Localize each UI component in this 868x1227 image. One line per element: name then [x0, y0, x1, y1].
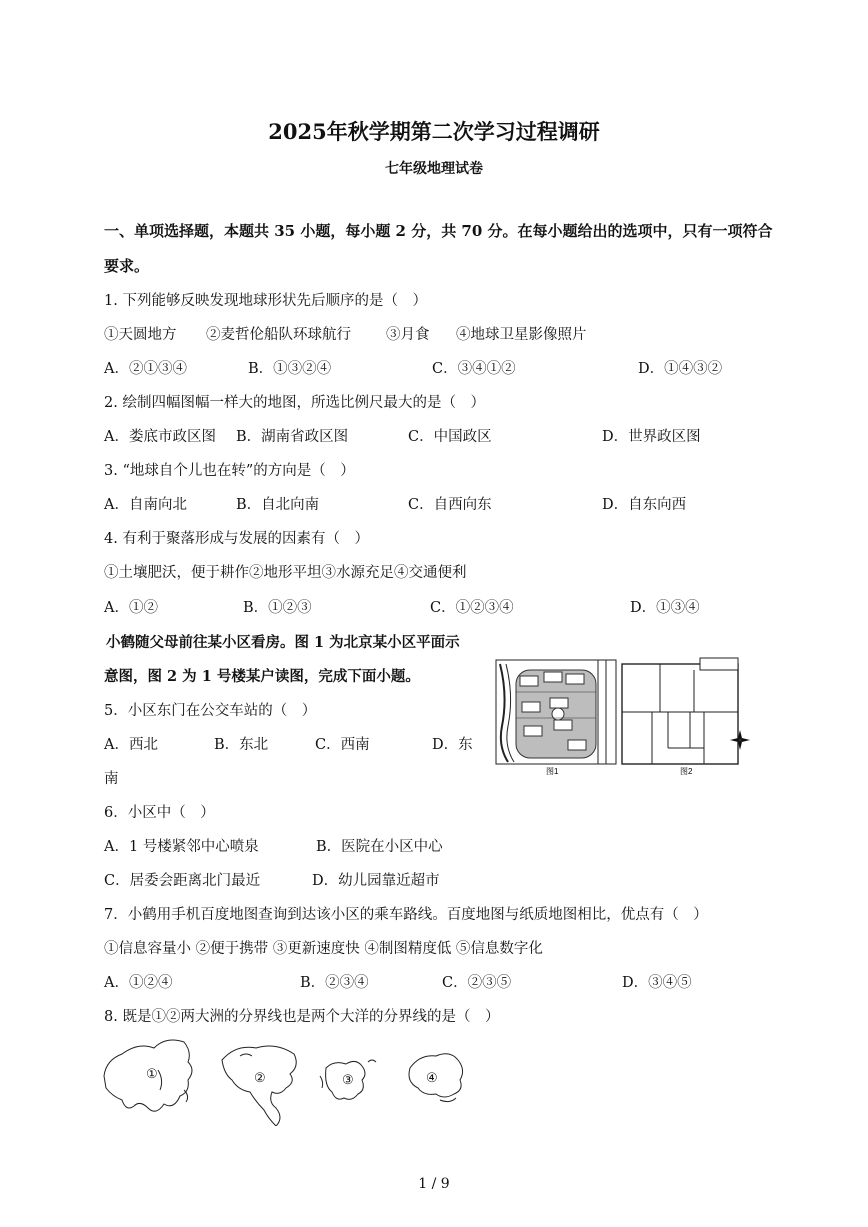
- map-label-2: ②: [254, 1070, 266, 1085]
- q3-option-c: C．自西向东: [408, 497, 492, 513]
- figure-1-community-plan: [496, 660, 616, 776]
- figure-2-caption: 图2: [680, 767, 693, 776]
- q7-option-b: B．②③④: [300, 975, 369, 991]
- map-label-3: ③: [342, 1072, 354, 1087]
- q3-stem: 3. “地球自个儿也在转”的方向是（ ）: [104, 463, 355, 479]
- map-4-asia-oceania: [409, 1054, 463, 1102]
- q2-option-c: C．中国政区: [408, 429, 492, 445]
- q2-stem: 2. 绘制四幅图幅一样大的地图，所选比例尺最大的是（ ）: [104, 395, 485, 411]
- q5-option-a: A．西北: [104, 737, 158, 753]
- map-label-1: ①: [146, 1066, 158, 1081]
- q5-option-c: C．西南: [315, 737, 370, 753]
- q1-item-4: ④地球卫星影像照片: [456, 327, 587, 343]
- q1-option-d: D．①④③②: [638, 361, 723, 377]
- q1-item-2: ②麦哲伦船队环球航行: [206, 327, 351, 343]
- figure-1-caption: 图1: [546, 767, 559, 776]
- q7-stem: 7．小鹤用手机百度地图查询到达该小区的乘车路线。百度地图与纸质地图相比，优点有（ ）: [104, 907, 708, 923]
- q4-option-d: D．①③④: [630, 600, 700, 616]
- q5-option-b: B．东北: [214, 737, 269, 753]
- q4-stem: 4. 有利于聚落形成与发展的因素有（ ）: [104, 531, 369, 547]
- q2-option-d: D．世界政区图: [602, 429, 701, 445]
- q2-option-b: B．湖南省政区图: [236, 429, 349, 445]
- q7-option-d: D．③④⑤: [622, 975, 692, 991]
- q5-option-d-wrap: 南: [104, 771, 119, 787]
- q1-stem: 1. 下列能够反映发现地球形状先后顺序的是（ ）: [104, 293, 427, 309]
- map-1-eurasia: [104, 1040, 192, 1111]
- q1-item-3: ③月食: [386, 327, 430, 343]
- passage-line-2: 意图，图 2 为 1 号楼某户读图，完成下面小题。: [104, 668, 420, 685]
- q1-item-1: ①天圆地方: [104, 327, 177, 343]
- q4-option-c: C．①②③④: [430, 600, 514, 616]
- q7-items: ①信息容量小 ②便于携带 ③更新速度快 ④制图精度低 ⑤信息数字化: [104, 941, 543, 957]
- q3-option-a: A．自南向北: [104, 497, 187, 513]
- q7-option-a: A．①②④: [104, 975, 173, 991]
- q4-option-a: A．①②: [104, 600, 158, 616]
- q8-stem: 8. 既是①②两大洲的分界线也是两个大洋的分界线的是（ ）: [104, 1009, 500, 1025]
- page-number: 1 / 9: [418, 1176, 450, 1192]
- q3-option-d: D．自东向西: [602, 497, 687, 513]
- map-label-4: ④: [426, 1070, 438, 1085]
- passage-line-1: 小鹤随父母前往某小区看房。图 1 为北京某小区平面示: [106, 634, 460, 651]
- q2-option-a: A．娄底市政区图: [104, 429, 216, 445]
- page-subtitle: 七年级地理试卷: [385, 161, 483, 177]
- q6-option-b: B．医院在小区中心: [316, 839, 443, 855]
- page-title: 2025年秋学期第二次学习过程调研: [268, 119, 600, 144]
- q1-option-a: A．②①③④: [104, 361, 187, 377]
- section-heading-cont: 要求。: [104, 257, 150, 275]
- continent-outline-maps: [100, 1030, 480, 1126]
- community-map-figure: [494, 656, 758, 778]
- q3-option-b: B．自北向南: [236, 497, 320, 513]
- q5-stem: 5．小区东门在公交车站的（ ）: [104, 703, 317, 719]
- q6-option-c: C．居委会距离北门最近: [104, 873, 261, 889]
- q1-option-c: C．③④①②: [432, 361, 516, 377]
- map-2-americas: [222, 1046, 296, 1126]
- q6-option-a: A．1 号楼紧邻中心喷泉: [104, 839, 259, 855]
- q1-option-b: B．①③②④: [248, 361, 332, 377]
- section-heading: 一、单项选择题，本题共 35 小题，每小题 2 分，共 70 分。在每小题给出的选项中，只有一项符合: [104, 222, 773, 240]
- q4-items: ①土壤肥沃，便于耕作②地形平坦③水源充足④交通便利: [104, 565, 467, 581]
- q4-option-b: B．①②③: [243, 600, 312, 616]
- q5-option-d: D．东: [432, 737, 473, 753]
- map-3-europe-africa: [320, 1060, 376, 1099]
- figure-2-floor-plan: [622, 658, 750, 776]
- q7-option-c: C．②③⑤: [442, 975, 512, 991]
- q6-stem: 6．小区中（ ）: [104, 805, 215, 821]
- q6-option-d: D．幼儿园靠近超市: [312, 873, 440, 889]
